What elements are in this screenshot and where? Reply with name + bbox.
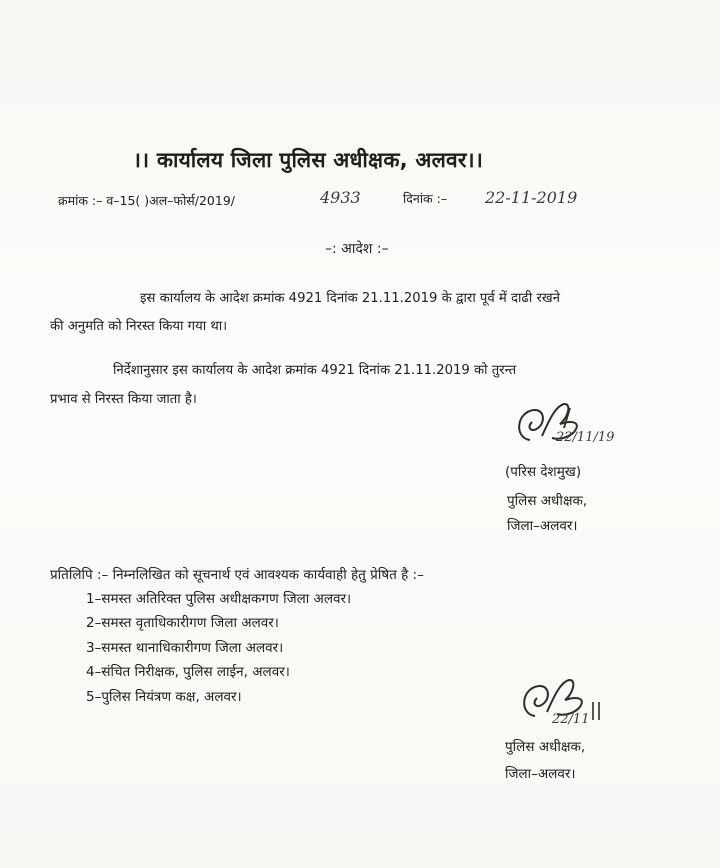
copy-to-item: 2–समस्त वृताधिकारीगण जिला अलवर। [86, 615, 279, 631]
copy-to-item: 3–समस्त थानाधिकारीगण जिला अलवर। [86, 640, 284, 656]
signatory-2-designation: पुलिस अधीक्षक, [505, 739, 586, 755]
copy-to-item: 1–समस्त अतिरिक्त पुलिस अधीक्षकगण जिला अलवर। [86, 591, 352, 607]
date-label: दिनांक :– [403, 191, 448, 206]
copy-to-item: 4–संचित निरीक्षक, पुलिस लाईन, अलवर। [86, 664, 290, 680]
reference-number-label: क्रमांक :– व–15( )अल–फोर्स/2019/ [58, 193, 235, 208]
office-title: ।। कार्यालय जिला पुलिस अधीक्षक, अलवर।। [133, 148, 484, 172]
copy-to-item: 5–पुलिस नियंत्रण कक्ष, अलवर। [86, 689, 242, 705]
paragraph-1-line-2: की अनुमति को निरस्त किया गया था। [50, 319, 228, 334]
date-handwritten: 22-11-2019 [485, 188, 578, 207]
paragraph-2-line-1: निर्देशानुसार इस कार्यालय के आदेश क्रमांक 4921 दिनांक 21.11.2019 को तुरन्त [113, 363, 517, 378]
signatory-2-district: जिला–अलवर। [505, 766, 576, 782]
copy-to-heading: प्रतिलिपि :– निम्नलिखित को सूचनार्थ एवं आवश्यक कार्यवाही हेतु प्रेषित है :– [50, 567, 424, 583]
paragraph-1-line-1: इस कार्यालय के आदेश क्रमांक 4921 दिनांक 21.11.2019 के द्वारा पूर्व में दाढी रखने [140, 291, 560, 306]
signature-2-date: 22/11 [552, 712, 590, 727]
signature-1-date: 22/11/19 [556, 430, 615, 445]
paragraph-2-line-2: प्रभाव से निरस्त किया जाता है। [50, 392, 197, 407]
signature-1 [512, 398, 622, 458]
reference-number-handwritten: 4933 [320, 188, 361, 207]
order-heading: –: आदेश :– [325, 241, 389, 257]
signatory-name: (परिस देशमुख) [505, 464, 582, 480]
signatory-district: जिला–अलवर। [507, 518, 578, 534]
signatory-designation: पुलिस अधीक्षक, [507, 493, 588, 509]
